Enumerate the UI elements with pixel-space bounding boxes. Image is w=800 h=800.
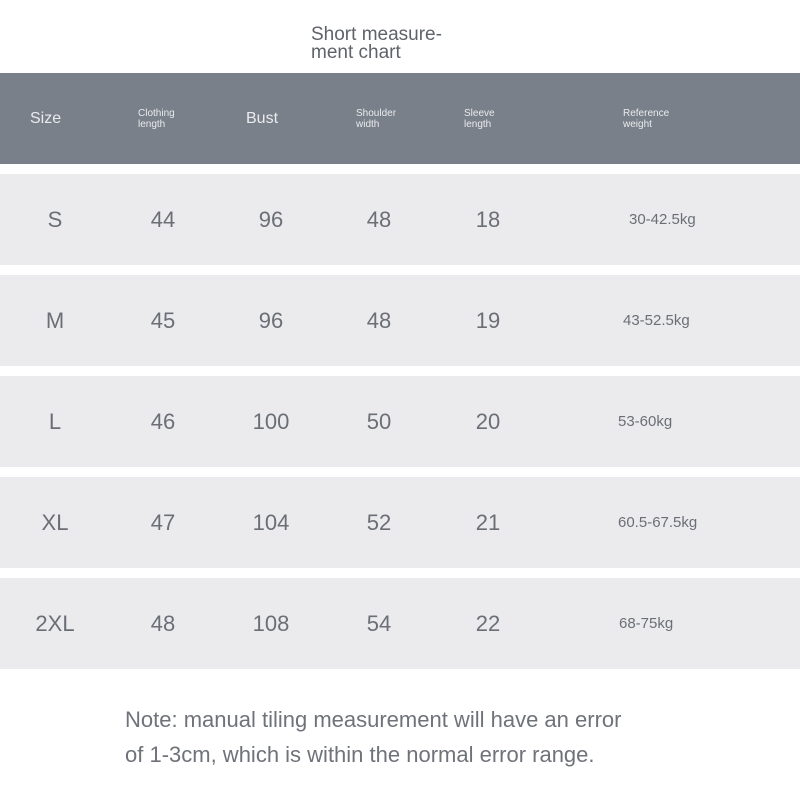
cell-size: XL [41,509,69,535]
cell-clothing-length: 47 [150,509,176,535]
cell-clothing-length: 45 [150,307,176,333]
cell-weight: 43-52.5kg [623,312,690,329]
cell-weight: 68-75kg [619,615,674,632]
cell-clothing-length: 44 [150,206,176,232]
header-clothing-length-line-2: length [138,118,166,130]
header-size-label: Size [30,109,62,127]
cell-sleeve: 20 [475,408,501,434]
cell-shoulder: 50 [366,408,392,434]
header-reference-weight-line-1: Reference [623,107,670,119]
cell-bust: 96 [258,206,284,232]
chart-title [311,26,442,62]
table-header [0,73,800,164]
note-line-1: Note: manual tiling measurement will have an error [125,707,622,732]
table-row [0,477,800,568]
cell-size: S [47,206,63,232]
header-sleeve-length [464,73,495,164]
cell-shoulder: 48 [366,307,392,333]
header-sleeve-length-line-2: length [464,118,492,130]
cell-clothing-length: 48 [150,610,176,636]
cell-sleeve: 19 [475,307,501,333]
chart-title-line-1: Short measure- [311,24,442,45]
cell-bust: 108 [252,610,290,636]
cell-weight: 60.5-67.5kg [618,514,698,531]
cell-weight: 30-42.5kg [629,211,696,228]
cell-sleeve: 21 [475,509,501,535]
header-shoulder-width [356,73,396,164]
cell-shoulder: 54 [366,610,392,636]
cell-bust: 96 [258,307,284,333]
measurement-note [125,702,621,772]
table-row [0,578,800,669]
header-size [30,73,61,164]
cell-weight: 53-60kg [618,413,673,430]
cell-shoulder: 48 [366,206,392,232]
header-clothing-length [138,73,175,164]
cell-size: L [48,408,62,434]
note-line-2: of 1-3cm, which is within the normal error range. [125,742,595,767]
cell-bust: 104 [252,509,290,535]
header-bust-label: Bust [246,109,279,127]
header-sleeve-length-line-1: Sleeve [464,107,495,119]
cell-sleeve: 18 [475,206,501,232]
cell-size: 2XL [35,610,75,636]
table-row [0,275,800,366]
header-bust [246,73,278,164]
table-row [0,376,800,467]
table-row [0,174,800,265]
header-shoulder-width-line-1: Shoulder [356,107,397,119]
header-reference-weight [623,73,669,164]
cell-sleeve: 22 [475,610,501,636]
cell-size: M [45,307,65,333]
header-clothing-length-line-1: Clothing [138,107,175,119]
header-reference-weight-line-2: weight [623,118,652,130]
cell-shoulder: 52 [366,509,392,535]
cell-clothing-length: 46 [150,408,176,434]
cell-bust: 100 [252,408,290,434]
chart-title-line-2: ment chart [311,42,401,63]
header-shoulder-width-line-2: width [356,118,380,130]
